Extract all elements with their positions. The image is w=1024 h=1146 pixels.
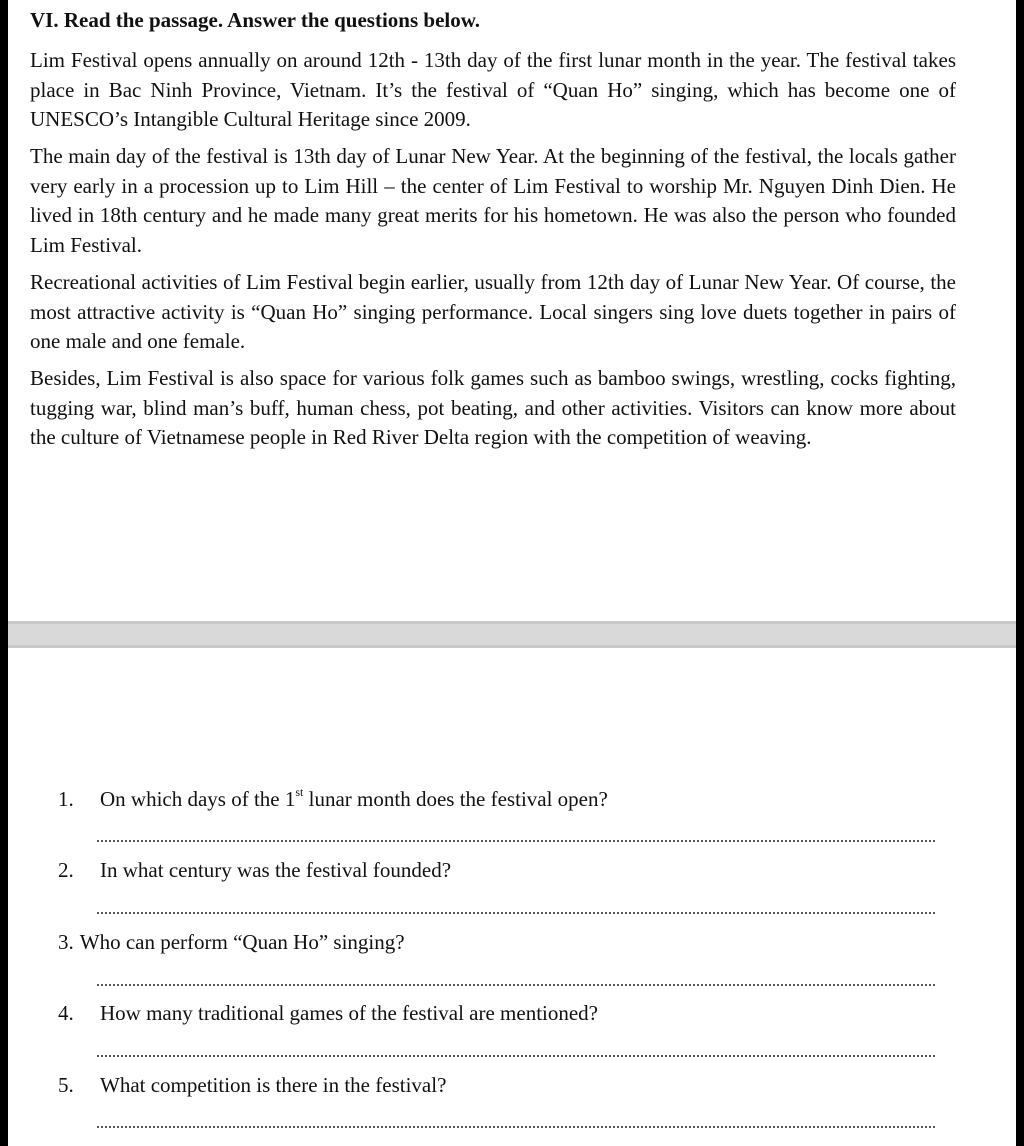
question-number: 1. [58, 787, 74, 811]
question-number: 5. [58, 1073, 74, 1097]
exercise-heading: VI. Read the passage. Answer the questions below. [30, 8, 480, 32]
question-text: What competition is there in the festival? [100, 1073, 447, 1097]
question-4 [58, 1001, 938, 1026]
answer-line-1[interactable] [97, 840, 935, 842]
answer-line-3[interactable] [97, 984, 935, 986]
question-5 [58, 1073, 938, 1098]
question-3 [58, 930, 938, 955]
document-page-top [8, 0, 1016, 621]
answer-line-2[interactable] [97, 912, 935, 914]
question-text: How many traditional games of the festival are mentioned? [100, 1001, 599, 1025]
passage-paragraph-4: Besides, Lim Festival is also space for various folk games such as bamboo swings, wrestling, cocks fighting, tugging war, blind man’s buff, human chess, pot beating, and other activities. Visitors can know more about the culture of Vietnamese people in Red River Delta region with the competition of weaving. [30, 366, 956, 449]
question-number: 2. [58, 858, 74, 882]
question-text-start: On which days of the 1 [100, 787, 296, 811]
document-page-bottom [8, 648, 1016, 1146]
passage-paragraph-3: Recreational activities of Lim Festival begin earlier, usually from 12th day of Lunar New Year. Of course, the most attractive activity is “Quan Ho” singing performance. Local singers sing love duets together in pairs of one male and one female. [30, 270, 956, 353]
question-text: Who can perform “Quan Ho” singing? [79, 930, 405, 954]
ordinal-suffix: st [295, 785, 304, 799]
question-text: In what century was the festival founded? [100, 858, 452, 882]
answer-line-4[interactable] [97, 1055, 935, 1057]
question-2 [58, 858, 938, 883]
question-text-end: lunar month does the festival open? [303, 787, 608, 811]
passage-paragraph-1: Lim Festival opens annually on around 12th - 13th day of the first lunar month in the year. The festival takes place in Bac Ninh Province, Vietnam. It’s the festival of “Quan Ho” singing, which has become one of UNESCO’s Intangible Cultural Heritage since 2009. [30, 48, 956, 131]
question-number: 3. [58, 930, 74, 954]
answer-line-5[interactable] [97, 1126, 935, 1128]
question-1 [58, 787, 938, 812]
passage-paragraph-2: The main day of the festival is 13th day of Lunar New Year. At the beginning of the festival, the locals gather very early in a procession up to Lim Hill – the center of Lim Festival to worship Mr. Nguyen Dinh Dien. He lived in 18th century and he made many great merits for his hometown. He was also the person who founded Lim Festival. [30, 144, 956, 257]
page-separator [8, 621, 1016, 648]
question-number: 4. [58, 1001, 74, 1025]
